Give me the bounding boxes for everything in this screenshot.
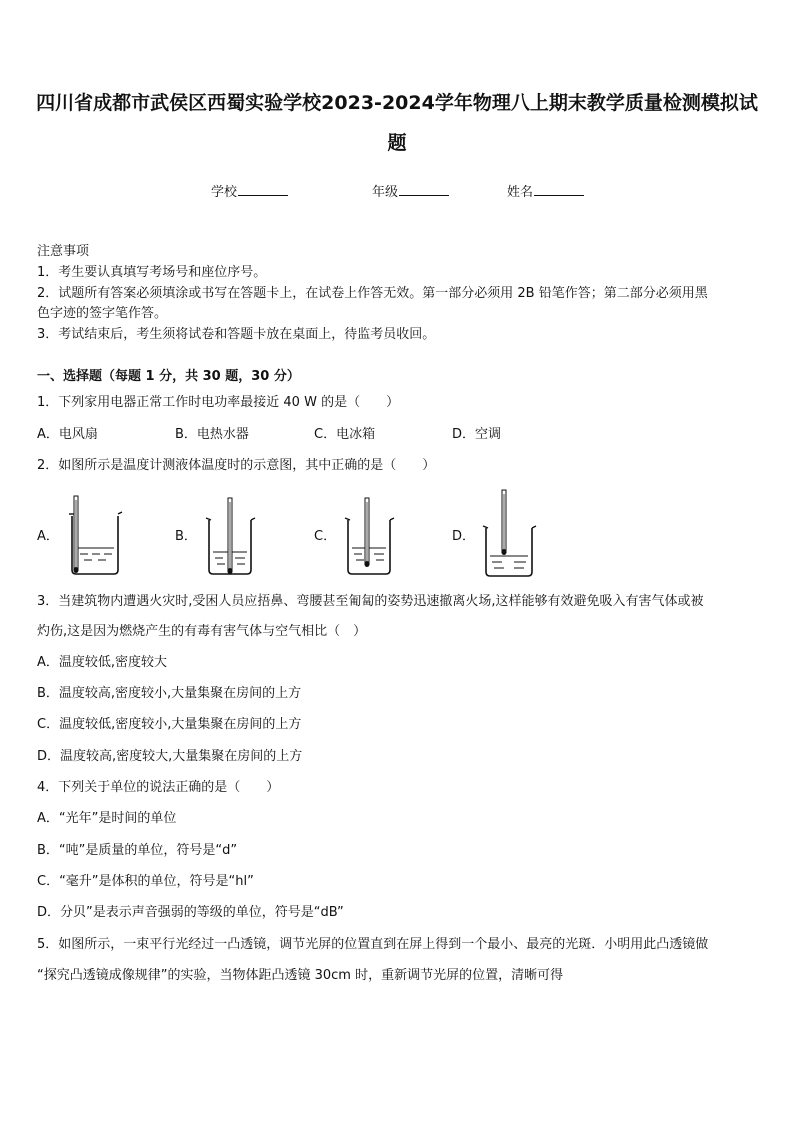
name-blank[interactable] [534,183,584,196]
question-2-stem: 2．如图所示是温度计测液体温度时的示意图，其中正确的是（ ） [37,458,436,473]
question-4-stem: 4．下列关于单位的说法正确的是（ ） [37,780,280,795]
beaker-figure-c [342,496,398,578]
name-label: 姓名 [507,185,534,200]
question-2-label-c[interactable]: C． [314,529,337,544]
section-heading: 一、选择题（每题 1 分，共 30 题，30 分） [37,369,300,384]
question-1-option-b[interactable]: B．电热水器 [175,427,249,442]
notice-item: 3．考试结束后，考生须将试卷和答题卡放在桌面上，待监考员收回。 [37,327,436,342]
notice-item: 1．考生要认真填写考场号和座位序号。 [37,265,267,280]
question-4-option-d[interactable]: D．分贝”是表示声音强弱的等级的单位，符号是“dB” [37,905,344,920]
notice-item: 色字迹的签字笔作答。 [37,306,168,321]
school-label: 学校 [211,185,238,200]
grade-label: 年级 [372,185,399,200]
question-4-option-c[interactable]: C．“毫升”是体积的单位，符号是“hl” [37,874,254,889]
question-2-label-a[interactable]: A． [37,529,59,544]
grade-field [372,181,449,200]
question-4-option-b[interactable]: B．“吨”是质量的单位，符号是“d” [37,843,238,858]
school-blank[interactable] [238,183,288,196]
question-1-stem: 1．下列家用电器正常工作时电功率最接近 40 W 的是（ ） [37,395,400,410]
notice-heading: 注意事项 [37,244,90,259]
question-3-option-b[interactable]: B．温度较高,密度较小,大量集聚在房间的上方 [37,686,302,701]
question-1-option-a[interactable]: A．电风扇 [37,427,98,442]
question-3-stem-line2: 灼伤,这是因为燃烧产生的有毒有害气体与空气相比（ ） [37,624,367,639]
question-5-stem-line1: 5．如图所示，一束平行光经过一凸透镜，调节光屏的位置直到在屏上得到一个最小、最亮的光斑．小明用此凸透镜做 [37,937,709,952]
question-2-label-b[interactable]: B． [175,529,197,544]
beaker-figure-a [66,490,126,578]
question-1-option-c[interactable]: C．电冰箱 [314,427,376,442]
question-5-stem-line2: “探究凸透镜成像规律”的实验，当物体距凸透镜 30cm 时，重新调节光屏的位置，清晰可得 [37,968,564,983]
name-field [507,181,584,200]
question-3-option-a[interactable]: A．温度较低,密度较大 [37,655,168,670]
beaker-figure-b [203,496,259,578]
question-4-option-a[interactable]: A．“光年”是时间的单位 [37,811,177,826]
school-field [211,181,288,200]
question-3-option-d[interactable]: D．温度较高,密度较大,大量集聚在房间的上方 [37,749,303,764]
exam-title-line1: 四川省成都市武侯区西蜀实验学校2023-2024学年物理八上期末教学质量检测模拟试 [36,92,758,114]
beaker-figure-d [480,488,540,580]
exam-title-line2: 题 [387,132,407,154]
question-1-option-d[interactable]: D．空调 [452,427,502,442]
question-2-label-d[interactable]: D． [452,529,476,544]
question-3-stem-line1: 3．当建筑物内遭遇火灾时,受困人员应捂鼻、弯腰甚至匍匐的姿势迅速撤离火场,这样能够有效避免吸入有害气体或被 [37,594,704,609]
notice-item: 2．试题所有答案必须填涂或书写在答题卡上，在试卷上作答无效。第一部分必须用 2B 铅笔作答；第二部分必须用黑 [37,286,708,301]
grade-blank[interactable] [399,183,449,196]
question-3-option-c[interactable]: C．温度较低,密度较小,大量集聚在房间的上方 [37,717,302,732]
